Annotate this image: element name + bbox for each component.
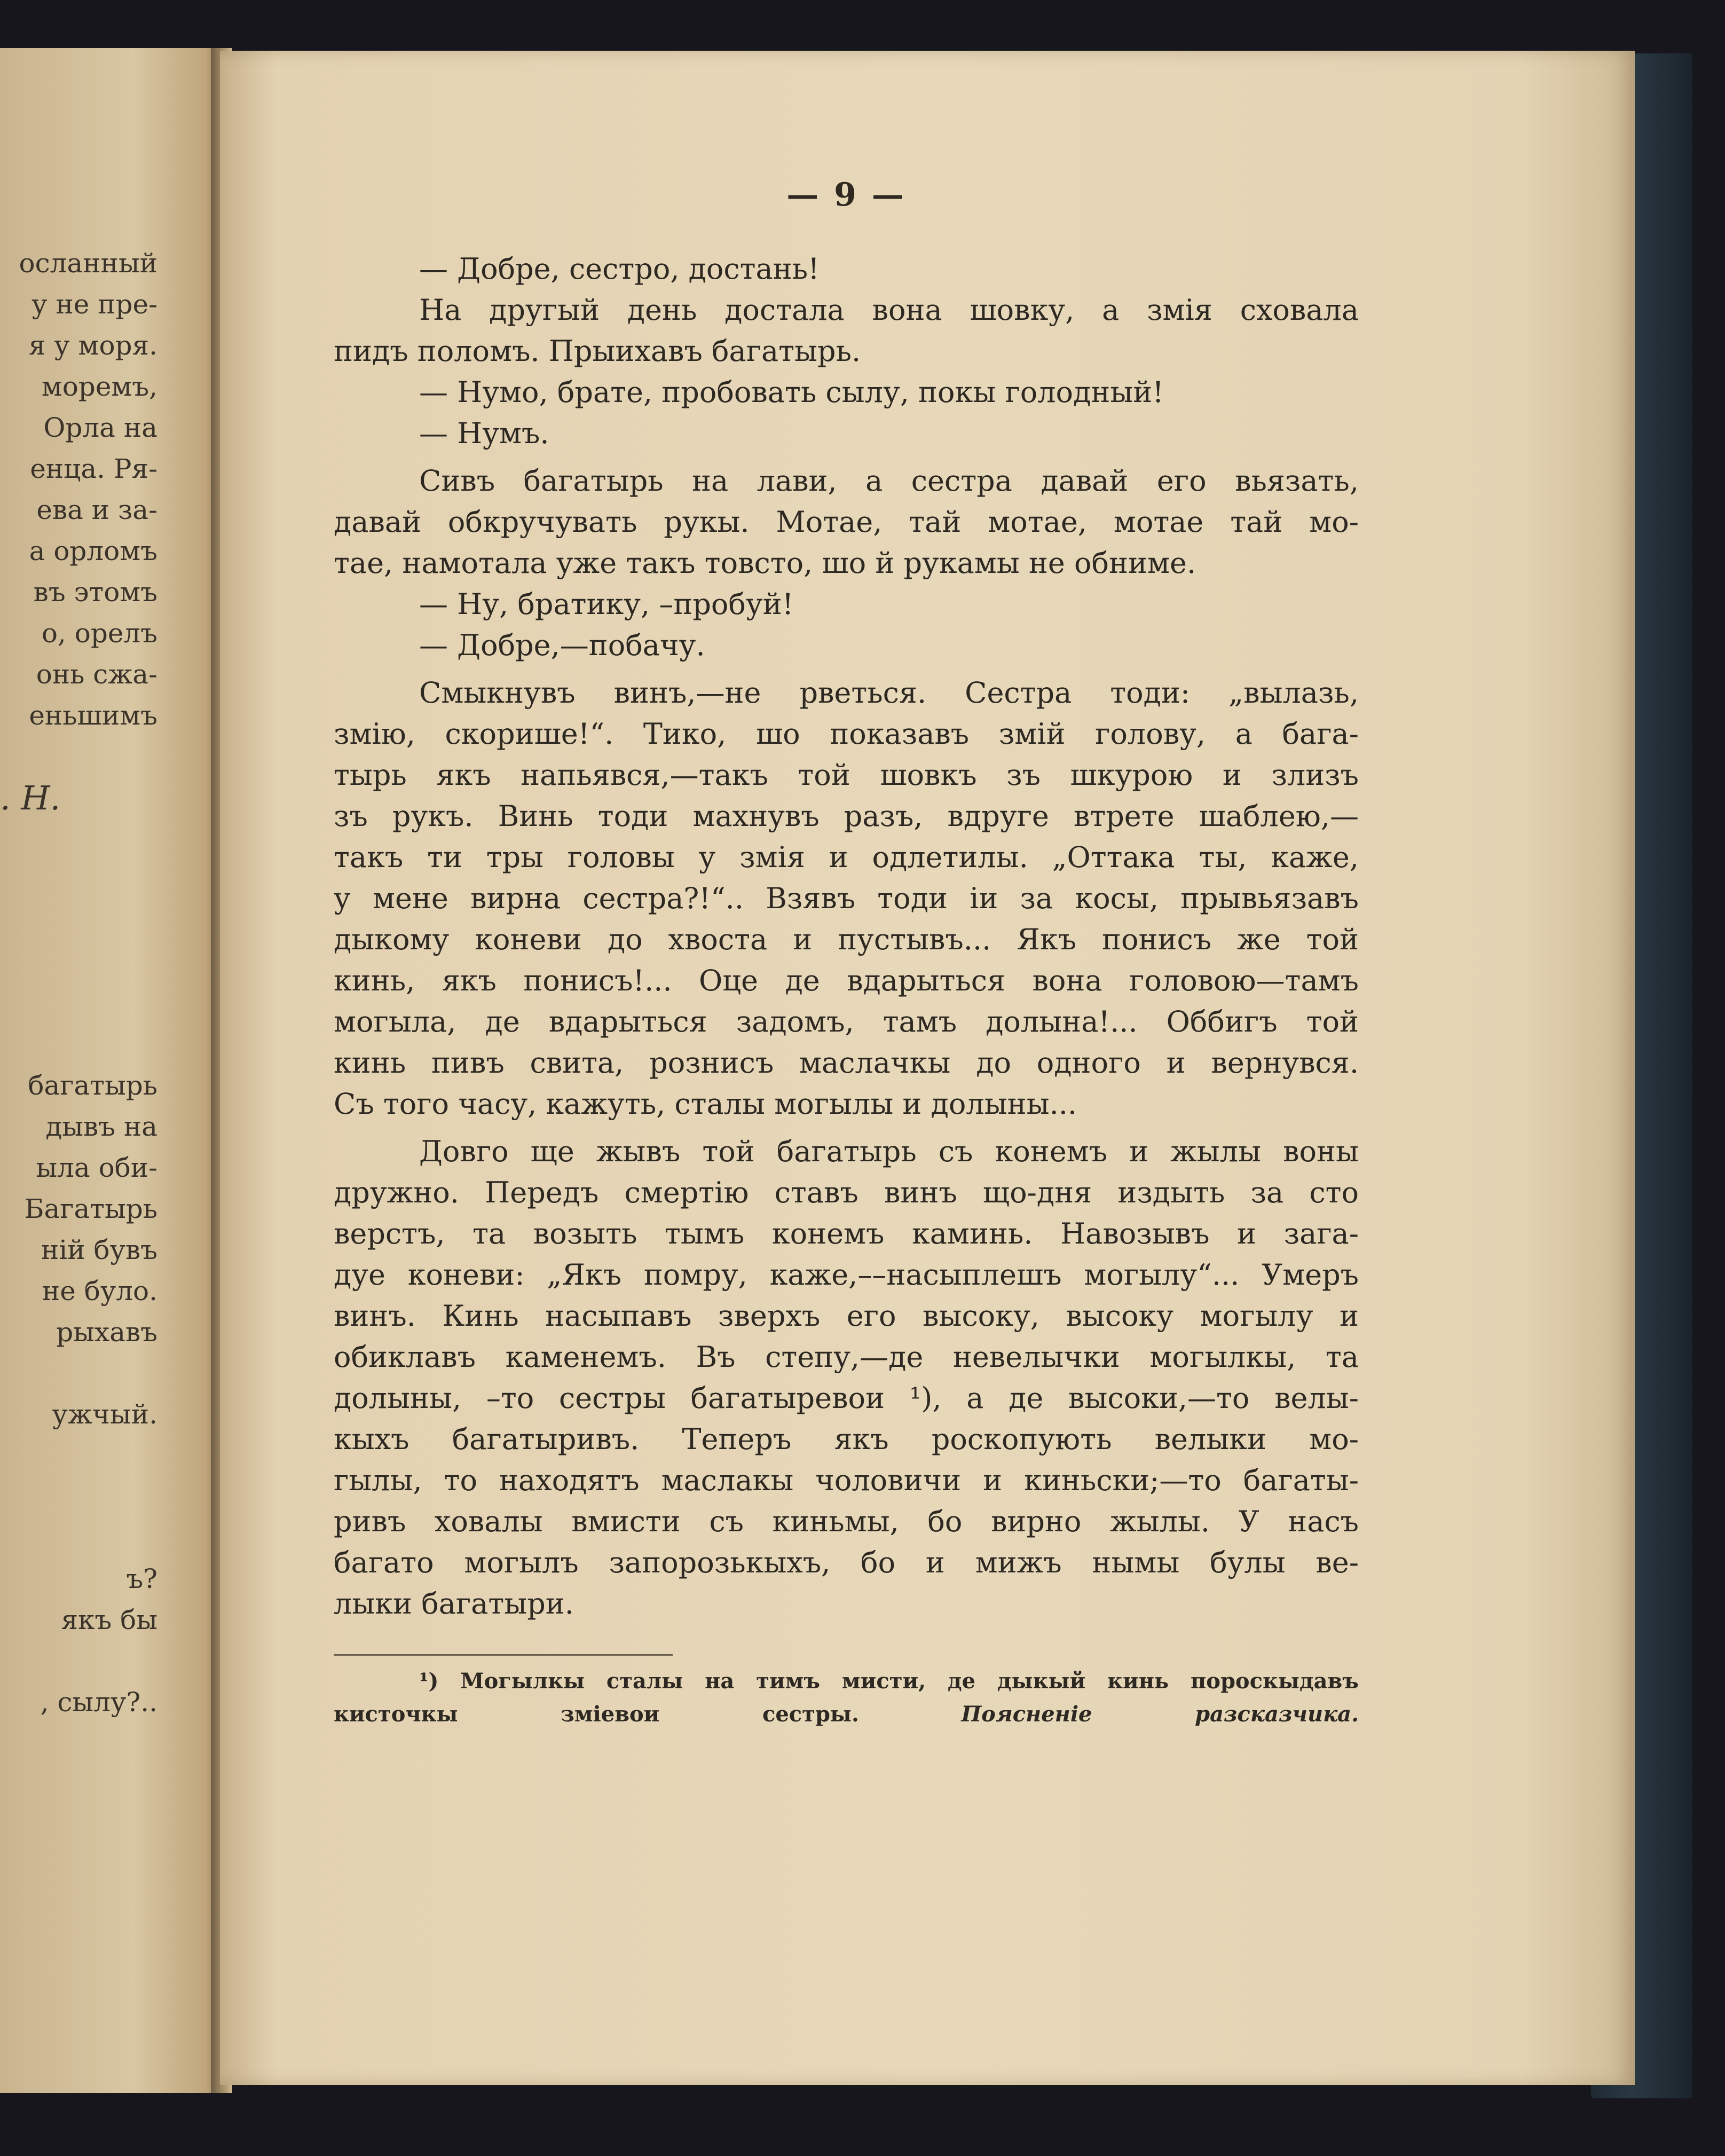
text-line: такъ ти тры головы у змія и одлетилы. „Оттака ты, каже, [334,840,1359,874]
left-page-line [0,983,157,1024]
text-line: у мене вирна сестра?!“.. Взявъ тоди іи за косы, прывьязавъ [334,882,1359,915]
left-page-line: онь сжа- [36,659,157,690]
text-line: Смыкнувъ винъ,—не рветься. Сестра тоди: „вылазь, [419,676,1359,710]
text-line: тае, намотала уже такъ товсто, шо й рукамы не обниме. [334,546,1196,580]
text-line: багато могылъ запорозькыхъ, бо и мижъ нымы булы ве- [334,1546,1359,1579]
text-line: кинь пивъ свита, рознисъ маслачкы до одного и вернувся. [334,1046,1359,1080]
text-line: кинь, якъ понисъ!... Оце де вдарыться вона головою—тамъ [334,964,1359,997]
left-page-line: не було. [42,1276,157,1307]
left-page-line: , сылу?.. [40,1687,157,1718]
left-page-line [0,942,157,983]
left-page-line [0,1517,157,1559]
text-line: дуе коневи: „Якъ помру, каже,––насыплешъ могылу“... Умеръ [334,1258,1359,1292]
left-page-line [0,901,157,942]
left-page-line: . Н. [0,778,61,817]
left-page-line: Орла на [43,412,157,443]
text-line: ривъ ховалы вмисти съ киньмы, бо вирно жылы. У насъ [334,1505,1359,1538]
left-page-line: дывъ на [45,1111,157,1142]
left-page-line: енца. Ря- [30,453,157,484]
text-line: Съ того часу, кажуть, сталы могылы и долыны... [334,1087,1077,1121]
left-page-line: якъ бы [61,1604,157,1635]
text-line: винъ. Кинь насыпавъ зверхъ его высоку, высоку могылу и [334,1299,1359,1333]
text-line: — Добре,—побачу. [419,628,705,662]
footnote-attribution: Поясненіе разсказчика. [961,1702,1359,1727]
text-line: — Нумъ. [419,416,549,450]
text-line: долыны, –то сестры багатыревои ¹), а де высоки,—то велы- [334,1381,1359,1415]
left-page-line: моремъ, [41,371,157,402]
left-page-line: ыла оби- [36,1152,157,1183]
main-text [334,248,1359,1624]
footnote-divider [334,1654,673,1656]
text-line: — Ну, братику, –пробуй! [419,587,794,621]
left-page-line: ній бувъ [41,1234,157,1265]
text-line: На другый день достала вона шовку, а змія сховала [419,293,1359,327]
left-page [0,48,222,2093]
text-line: зъ рукъ. Винь тоди махнувъ разъ, вдруге втрете шаблею,— [334,799,1359,833]
text-line: давай обкручувать рукы. Мотае, тай мотае, мотае тай мо- [334,505,1359,539]
text-line: змію, скорише!“. Тико, шо показавъ змій голову, а бага- [334,717,1359,751]
text-line: дыкому коневи до хвоста и пустывъ... Якъ понисъ же той [334,923,1359,956]
left-page-line [0,736,157,777]
footnote-line: ¹) Могылкы сталы на тимъ мисти, де дыкый кинь пороскыдавъ [419,1669,1359,1694]
left-page-line: въ этомъ [33,577,157,608]
text-line: гылы, то находятъ маслакы чоловичи и киньски;—то багаты- [334,1463,1359,1497]
footnote [334,1665,1359,1731]
left-page-line: о, орелъ [41,618,157,649]
left-page-line [0,1435,157,1476]
left-page-line: у не пре- [31,289,157,320]
text-line: кыхъ багатыривъ. Теперъ якъ роскопують велыки мо- [334,1422,1359,1456]
left-page-line: рыхавъ [56,1317,157,1348]
left-page-line [0,1024,157,1065]
text-line: Довго ще жывъ той багатырь съ конемъ и жылы воны [419,1135,1359,1168]
text-line: могыла, де вдарыться задомъ, тамъ долына!... Оббигъ той [334,1005,1359,1038]
left-page-line: осланный [19,248,157,279]
left-page-line: я у моря. [28,330,157,361]
left-page-line [0,819,157,860]
left-page-line: ъ? [126,1563,157,1594]
page-number: — 9 — [786,176,906,214]
text-line: Сивъ багатырь на лави, а сестра давай его вьязать, [419,464,1359,498]
text-line: обиклавъ каменемъ. Въ степу,—де невелычки могылкы, та [334,1340,1359,1374]
left-page-line [0,860,157,901]
text-line: — Нумо, брате, пробовать сылу, покы голодный! [419,375,1164,409]
text-line: — Добре, сестро, достань! [419,252,820,286]
left-page-line: а орломъ [29,536,157,566]
text-line: лыки багатыри. [334,1587,574,1620]
text-line: пидъ поломъ. Прыихавъ багатырь. [334,334,861,368]
left-page-line: ева и за- [36,494,157,525]
text-line: дружно. Передъ смертію ставъ винъ що-дня издыть за сто [334,1176,1359,1209]
text-line: верстъ, та возыть тымъ конемъ каминь. Навозывъ и зага- [334,1217,1359,1250]
left-page-line: еньшимъ [29,700,157,731]
left-page-text [0,243,157,1723]
left-page-line: ужчый. [52,1399,157,1430]
text-line: тырь якъ напьявся,—такъ той шовкъ зъ шкурою и злизъ [334,758,1359,792]
left-page-line [0,1353,157,1394]
left-page-line [0,1641,157,1682]
left-page-line: Багатырь [24,1193,157,1224]
footnote-line: кисточкы зміевои сестры. [334,1702,859,1727]
left-page-line [0,1476,157,1517]
left-page-line: багатырь [28,1070,157,1101]
